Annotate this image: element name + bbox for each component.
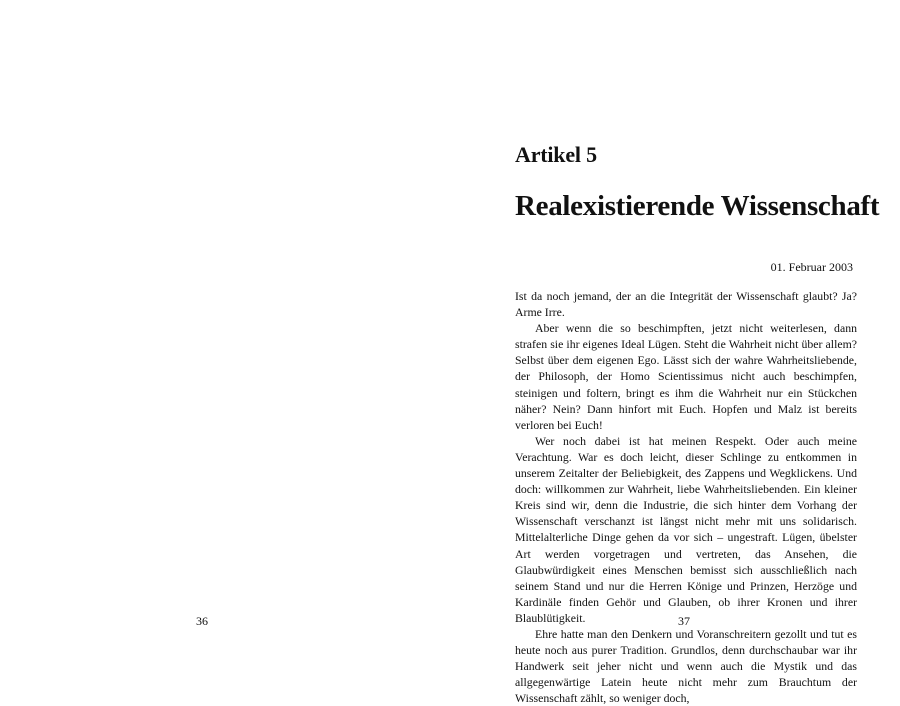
page-number-left: 36	[196, 614, 208, 628]
body-text	[515, 288, 857, 706]
paragraph-2: Aber wenn die so beschimpften, jetzt nicht weiterlesen, dann strafen sie ihr eigenes Ideal Lügen. Steht die Wahrheit nicht über allem? Selbst über dem eigenen Ego. Lässt sich der wahre Wahrheitsliebende, der Philosoph, der Homo Scientissimus nicht auch beschimpfen, steinigen und foltern, bringt es ihm die Wahrheit nur ein Stückchen näher? Nein? Dann hinfort mit Euch. Hopfen und Malz ist bereits verloren bei Euch!	[515, 321, 857, 432]
article-date: 01. Februar 2003	[770, 260, 853, 274]
paragraph-1: Ist da noch jemand, der an die Integrität der Wissenschaft glaubt? Ja? Arme Irre.	[515, 289, 857, 320]
chapter-title: Realexistierende Wissenschaft	[515, 190, 880, 222]
paragraph-3: Wer noch dabei ist hat meinen Respekt. Oder auch meine Verachtung. War es doch leicht, dieser Schlinge zu entkommen in unserem Zeitalter der Beliebigkeit, des Zappens und Wegklickens. Und doch: willkommen zur Wahrheit, liebe Wahrheitsliebenden. Ein kleiner Kreis sind wir, denn die Industrie, die sich hinter dem Vorhang der Wissenschaft verschanzt ist längst nicht mehr mit uns solidarisch. Mittelalterliche Dinge gehen da vor sich – ungestraft. Lügen, übelster Art werden vorgetragen und vertreten, das Ansehen, die Glaubwürdigkeit eines Menschen bemisst sich ausschließlich nach seinem Stand und nur die Herren Könige und Prinzen, Herzöge und Kardinäle finden Gehör und Glauben, ob ihrer Kronen und ihrer Blaublütigkeit.	[515, 433, 857, 625]
page-number-right: 37	[678, 614, 690, 628]
chapter-label: Artikel 5	[515, 142, 597, 167]
left-page	[0, 0, 450, 675]
paragraph-4: Ehre hatte man den Denkern und Voranschreitern gezollt und tut es heute noch aus purer Tradition. Grundlos, denn durchschaubar war ihr Handwerk seit jeher nicht und wenn auch die Mystik und das allgegenwärtige Latein heute nicht mehr zum Brauchtum der Wissenschaft zählt, so weniger doch,	[515, 626, 857, 706]
right-page	[450, 0, 900, 706]
